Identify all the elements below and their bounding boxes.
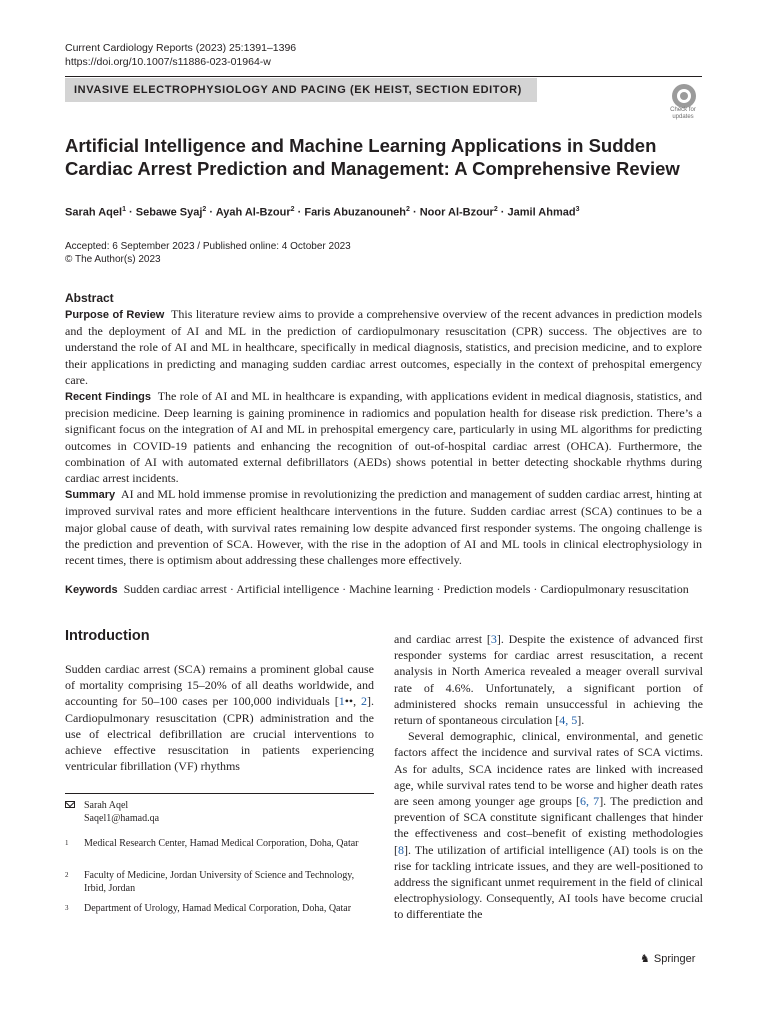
author-separator: · — [206, 206, 216, 219]
copyright-line: © The Author(s) 2023 — [65, 254, 161, 265]
abstract-summary — [65, 486, 702, 568]
author-name[interactable]: Noor Al-Bzour — [419, 206, 494, 219]
author-separator: · — [125, 206, 136, 219]
purpose-text: This literature review aims to provide a comprehensive overview of the recent advances in prediction models and the deployment of AI and ML in the prediction of cardiopulmonary resuscitation (CPR) success. The objectives are to understand the role of AI and ML in healthcare, specifically in medical diagnosis, statistics, and precision medicine, and to explore their applications in predicting and managing sudden cardiac arrest outcomes, especially in the context of prehospital emergency care. — [65, 307, 702, 387]
affiliation-1 — [65, 837, 374, 865]
header-rule — [65, 76, 702, 77]
footnote-rule — [65, 793, 374, 794]
author-affiliation: 3 — [575, 206, 580, 213]
abstract-heading: Abstract — [65, 291, 114, 305]
intro-paragraph: Several demographic, clinical, environmental, and genetic factors affect the incidence and survival rates of SCA victims. As for adults, SCA incidence rates are linked with increased age, while survival rates tend to be worse and higher death rates are seen among younger age groups [6, 7]. The prediction and prevention of SCA constitute significant challenges that hinder the effectiveness and cost–benefit of existing methodologies [8]. The utilization of artificial intelligence (AI) tools is on the rise for tackling intricate issues, and they are well-positioned to address the significant unmet requirement in the field of clinical electrophysiology. Consequently, AI tools have become crucial to differentiate the — [394, 729, 703, 922]
check-updates-icon — [672, 84, 696, 108]
introduction-heading: Introduction — [65, 628, 150, 644]
abstract-purpose — [65, 306, 702, 388]
author-affiliation: 2 — [493, 206, 498, 213]
check-updates-line1: Check for — [670, 107, 696, 113]
corresponding-author — [65, 799, 374, 827]
affiliation-text: Department of Urology, Hamad Medical Corporation, Doha, Qatar — [84, 903, 352, 914]
author-name[interactable]: Ayah Al-Bzour — [215, 206, 291, 219]
summary-text: AI and ML hold immense promise in revolutionizing the prediction and management of sudden cardiac arrest, hinting at improved survival rates and more efficient healthcare interventions in the future. Sudden cardiac arrest (SCA) continues to be a major global cause of death, with survival rates remaining low despite advanced first responder systems. The ongoing challenge is the prediction and prevention of SCA. However, with the rise in the adoption of AI and ML tools in clinical electrophysiology in recent times, there is optimism about addressing these challenges more effectively. — [65, 487, 702, 568]
title-line-1: Artificial Intelligence and Machine Learning Applications in Sudden — [65, 135, 657, 156]
findings-label: Recent Findings — [65, 391, 152, 404]
check-for-updates-badge[interactable] — [664, 84, 702, 124]
author-affiliation: 2 — [202, 206, 207, 213]
affiliation-number: 1 — [65, 839, 69, 847]
citation-link[interactable]: 8 — [398, 842, 404, 857]
publication-dates — [65, 240, 351, 266]
intro-paragraph: and cardiac arrest [3]. Despite the existence of advanced first responder systems for cardiac arrest resuscitation, a recent analysis in North America revealed a meager overall survival rate of 4.6%. Unfortunately, a significant portion of administered shocks remain unsuccessful in achieving the return of spontaneous circulation [4, 5]. — [394, 632, 703, 728]
doi-link[interactable]: https://doi.org/10.1007/s11886-023-01964-w — [65, 56, 271, 68]
author-separator: · — [409, 206, 420, 219]
citation-link[interactable]: 2 — [361, 694, 367, 709]
abstract-body — [65, 306, 702, 568]
keywords — [65, 581, 702, 598]
article-title — [65, 134, 685, 180]
publisher-name: Springer — [653, 953, 696, 965]
author-name[interactable]: Sarah Aqel — [65, 206, 123, 219]
corresponding-email[interactable]: Saqel1@hamad.qa — [84, 813, 160, 824]
affiliation-number: 3 — [65, 904, 69, 912]
envelope-icon — [65, 801, 75, 808]
summary-label: Summary — [65, 489, 116, 502]
author-name[interactable]: Sebawe Syaj — [135, 206, 203, 219]
section-banner: INVASIVE ELECTROPHYSIOLOGY AND PACING (EK HEIST, SECTION EDITOR) — [65, 78, 537, 102]
author-affiliation: 1 — [122, 206, 126, 213]
author-separator: · — [294, 206, 305, 219]
affiliation-number: 2 — [65, 871, 69, 879]
affiliation-text: Medical Research Center, Hamad Medical Corporation, Doha, Qatar — [84, 838, 359, 849]
citation-link[interactable]: 6, 7 — [580, 794, 600, 809]
title-line-2: Cardiac Arrest Prediction and Management: A Comprehensive Review — [65, 158, 680, 179]
abstract-findings — [65, 388, 702, 486]
affiliation-text: Faculty of Medicine, Jordan University of Science and Technology, Irbid, Jordan — [84, 870, 355, 894]
keywords-text: Sudden cardiac arrest · Artificial intelligence · Machine learning · Prediction models · Cardiopulmonary resuscitation — [123, 582, 689, 596]
findings-text: The role of AI and ML in healthcare is expanding, with applications evident in medical diagnosis, statistics, and precision medicine. Deep learning is gaining prominence in radiomics and population health for disease risk prediction. There’s a significant focus on the integration of AI and ML in prehospital emergency care, particularly in using ML algorithms for predicting outcomes in COVID-19 patients and enhancing the recognition of out-of-hospital cardiac arrest (OHCA). Furthermore, the combination of AI with automated external defibrillators (AEDs) shows potential in better detecting shockable rhythms during cardiac arrest incidents. — [65, 389, 702, 486]
citation-link[interactable]: 4, 5 — [559, 713, 578, 728]
author-list — [65, 203, 579, 220]
affiliation-2 — [65, 869, 374, 897]
author-name[interactable]: Faris Abuzanouneh — [304, 206, 406, 219]
author-separator: · — [497, 206, 508, 219]
intro-left-column — [65, 661, 374, 774]
intro-paragraph: Sudden cardiac arrest (SCA) remains a prominent global cause of mortality comprising 15–20% of all deaths worldwide, and accounting for 50–100 cases per 100,000 individuals [1••, 2]. Cardiopulmonary resuscitation (CPR) administration and the use of electrical defibrillation are crucial interventions to achieve effective resuscitation in patients experiencing ventricular fibrillation (VF) rhythms — [65, 662, 374, 774]
intro-right-column — [394, 631, 703, 923]
journal-citation: Current Cardiology Reports (2023) 25:1391–1396 — [65, 42, 297, 54]
affiliation-3 — [65, 902, 374, 930]
springer-logo — [640, 952, 695, 966]
citation-link[interactable]: 3 — [490, 632, 497, 646]
author-name[interactable]: Jamil Ahmad — [507, 206, 576, 219]
keywords-label: Keywords — [65, 584, 118, 596]
corresponding-name: Sarah Aqel — [84, 800, 129, 811]
purpose-label: Purpose of Review — [65, 309, 165, 321]
author-affiliation: 2 — [290, 206, 295, 213]
citation-link[interactable]: 1 — [338, 694, 345, 709]
springer-horse-icon: ♞ — [640, 953, 650, 965]
check-updates-line2: updates — [672, 113, 694, 120]
author-affiliation: 2 — [406, 206, 410, 213]
accepted-published-line: Accepted: 6 September 2023 / Published online: 4 October 2023 — [65, 241, 351, 252]
